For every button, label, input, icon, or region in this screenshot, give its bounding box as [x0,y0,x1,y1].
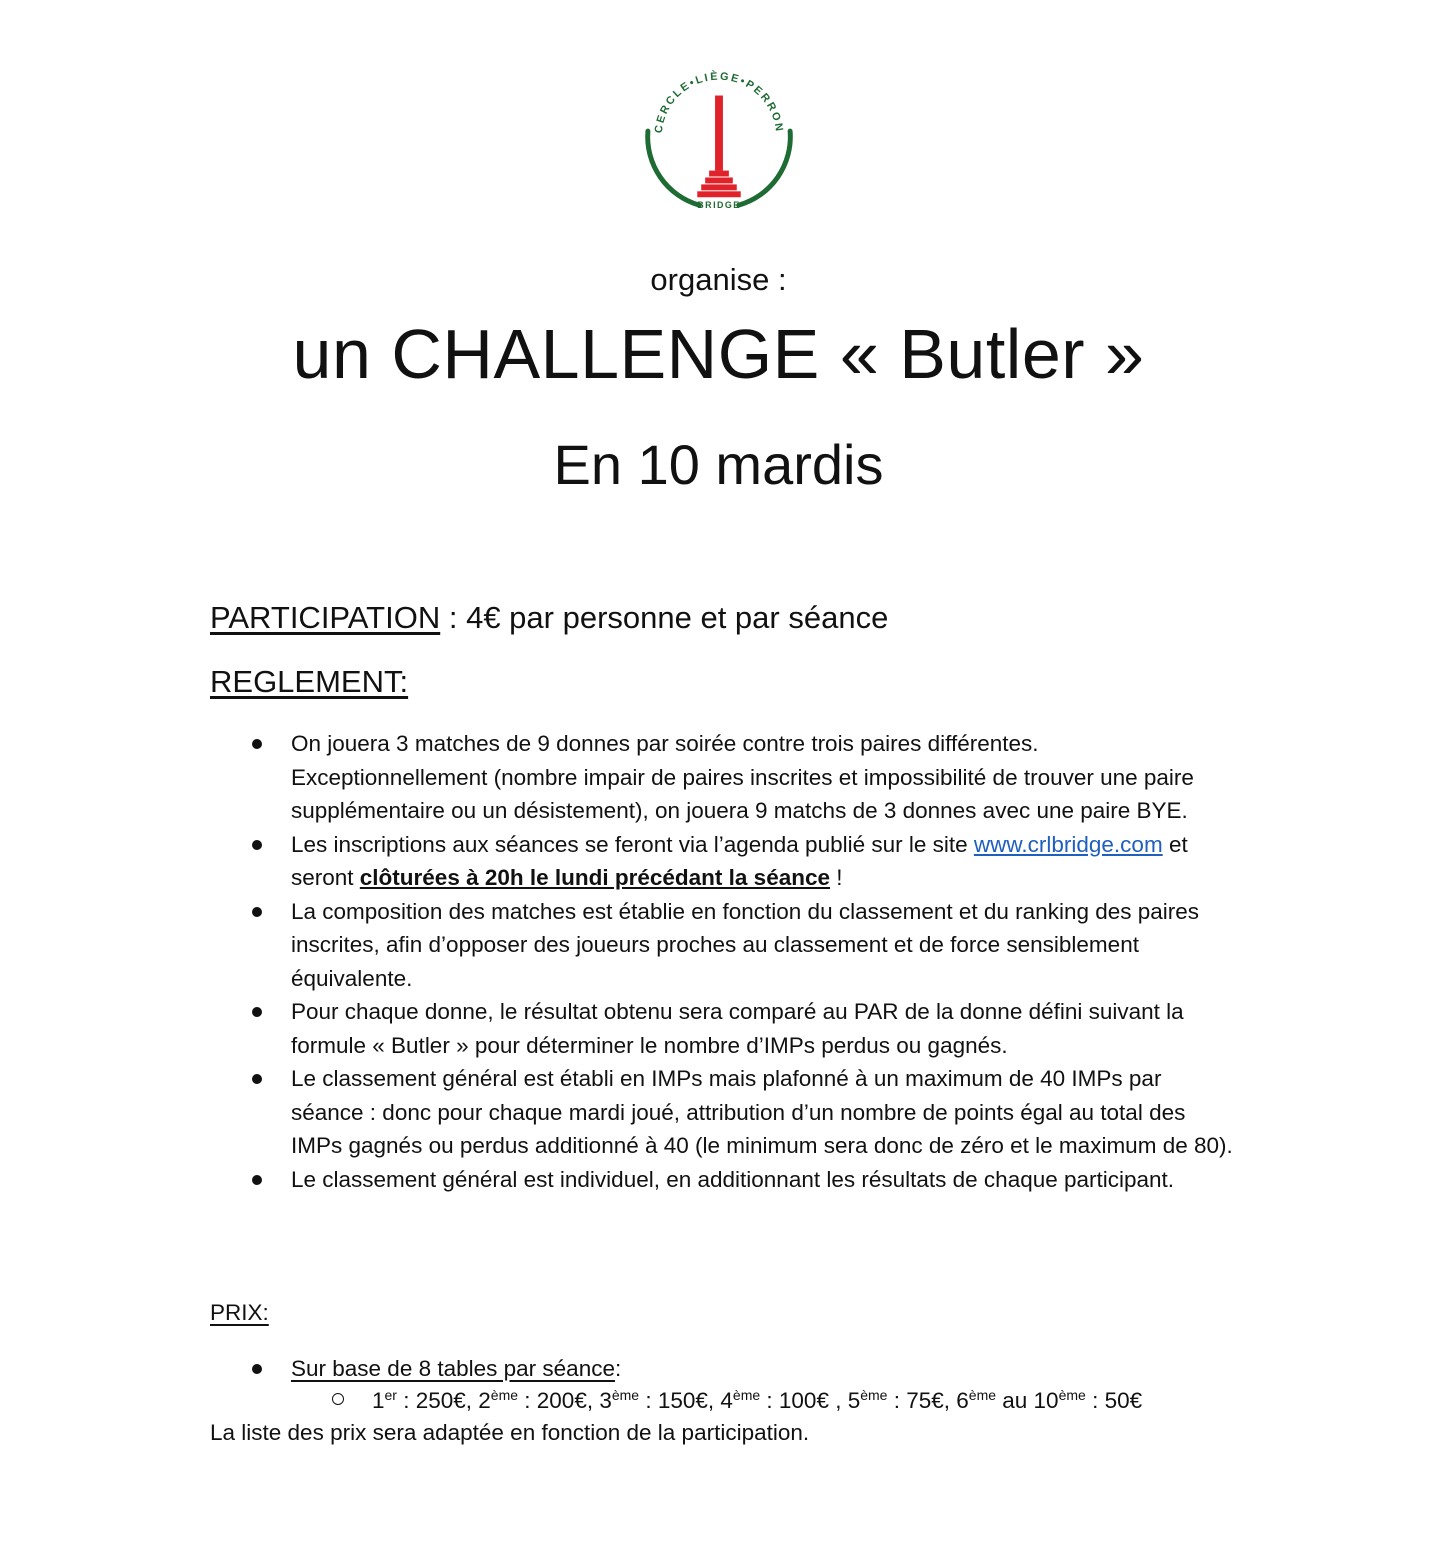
rules-list [210,727,1240,1196]
bullet-icon [252,907,262,917]
logo-perron-step-1 [709,171,729,177]
logo-perron-step-3 [701,184,737,190]
club-logo [640,58,798,216]
prize-amount: : 150€, [639,1388,721,1413]
bullet-icon [252,739,262,749]
rule-item: Le classement général est individuel, en additionnant les résultats de chaque participant. [210,1163,1240,1197]
prize-list: 1er : 250€, 2ème : 200€, 3ème : 150€, 4ème : 100€ , 5ème : 75€, 6ème au 10ème : 50€ [332,1386,1142,1416]
logo-bottom-text: BRIDGE [697,200,741,211]
prize-base-text: Sur base de 8 tables par séance [291,1356,615,1381]
prize-rank: 5 [847,1388,861,1413]
prize-rank: 6 [956,1388,969,1413]
page-subtitle: En 10 mardis [553,433,884,496]
bullet-icon [252,1175,262,1185]
prize-rank: 2 [478,1388,491,1413]
rule-item: Le classement général est établi en IMPs mais plafonné à un maximum de 40 IMPs par séance : donc pour chaque mardi joué, attribution d’un nombre de points égal au total des IMPs gagnés ou perdus additionné à 40 (le minimum sera donc de zéro et le maximum de 80). [210,1062,1240,1163]
deadline-emphasis: clôturées à 20h le lundi précédant la séance [359,865,830,890]
prize-amount: : 200€, [518,1388,600,1413]
bullet-icon [252,1364,262,1374]
rule-item: Pour chaque donne, le résultat obtenu sera comparé au PAR de la donne défini suivant la formule « Butler » pour déterminer le nombre d’IMPs perdus ou gagnés. [210,995,1240,1062]
rule-item: La composition des matches est établie en fonction du classement et du ranking des paires inscrites, afin d’opposer des joueurs proches au classement et de force sensiblement équivalente. [210,895,1240,996]
logo-ring-right [739,131,791,205]
prize-amount: : 75€, [887,1388,957,1413]
participation-text: : 4€ par personne et par séance [440,600,889,635]
prize-rank: 3 [599,1388,612,1413]
logo-top-text: CERCLE•LIÈGE•PERRON [652,70,786,134]
prize-amount: : 50€ [1085,1388,1143,1413]
bullet-icon [252,840,262,850]
prize-rank: 1 [372,1388,385,1413]
prize-amount: au [996,1388,1034,1413]
logo-perron-step-4 [697,191,740,197]
reglement-heading: REGLEMENT: [210,664,409,699]
prize-rank: 10 [1033,1388,1059,1413]
logo-perron-column [715,96,723,171]
rule-item: Les inscriptions aux séances se feront via l’agenda publié sur le site www.crlbridge.com et seront clôturées à 20h le lundi précédant la séance ! [210,828,1240,895]
bullet-icon [252,1074,262,1084]
bullet-icon [252,1007,262,1017]
prix-heading: PRIX: [210,1300,269,1325]
organise-label: organise : [650,262,787,297]
participation-heading: PARTICIPATION [210,600,441,635]
logo-ring-left [648,131,700,205]
prize-amount: : 250€, [396,1388,479,1413]
rule-item: On jouera 3 matches de 9 donnes par soirée contre trois paires différentes. Exceptionnellement (nombre impair de paires inscrites et impossibilité de trouver une paire supplémentaire ou un désistement), on jouera 9 matchs de 3 donnes avec une paire BYE. [210,727,1240,828]
page-title: un CHALLENGE « Butler » [292,315,1145,393]
logo-perron-step-2 [705,177,733,183]
prize-rank: 4 [720,1388,733,1413]
participation-line [210,598,888,638]
website-link[interactable]: www.crlbridge.com [973,831,1163,857]
prize-base-line: Sur base de 8 tables par séance: [210,1354,621,1384]
prize-note: La liste des prix sera adaptée en fonction de la participation. [210,1420,810,1445]
prize-amount: : 100€ , [760,1388,848,1413]
sub-bullet-icon [332,1393,344,1405]
